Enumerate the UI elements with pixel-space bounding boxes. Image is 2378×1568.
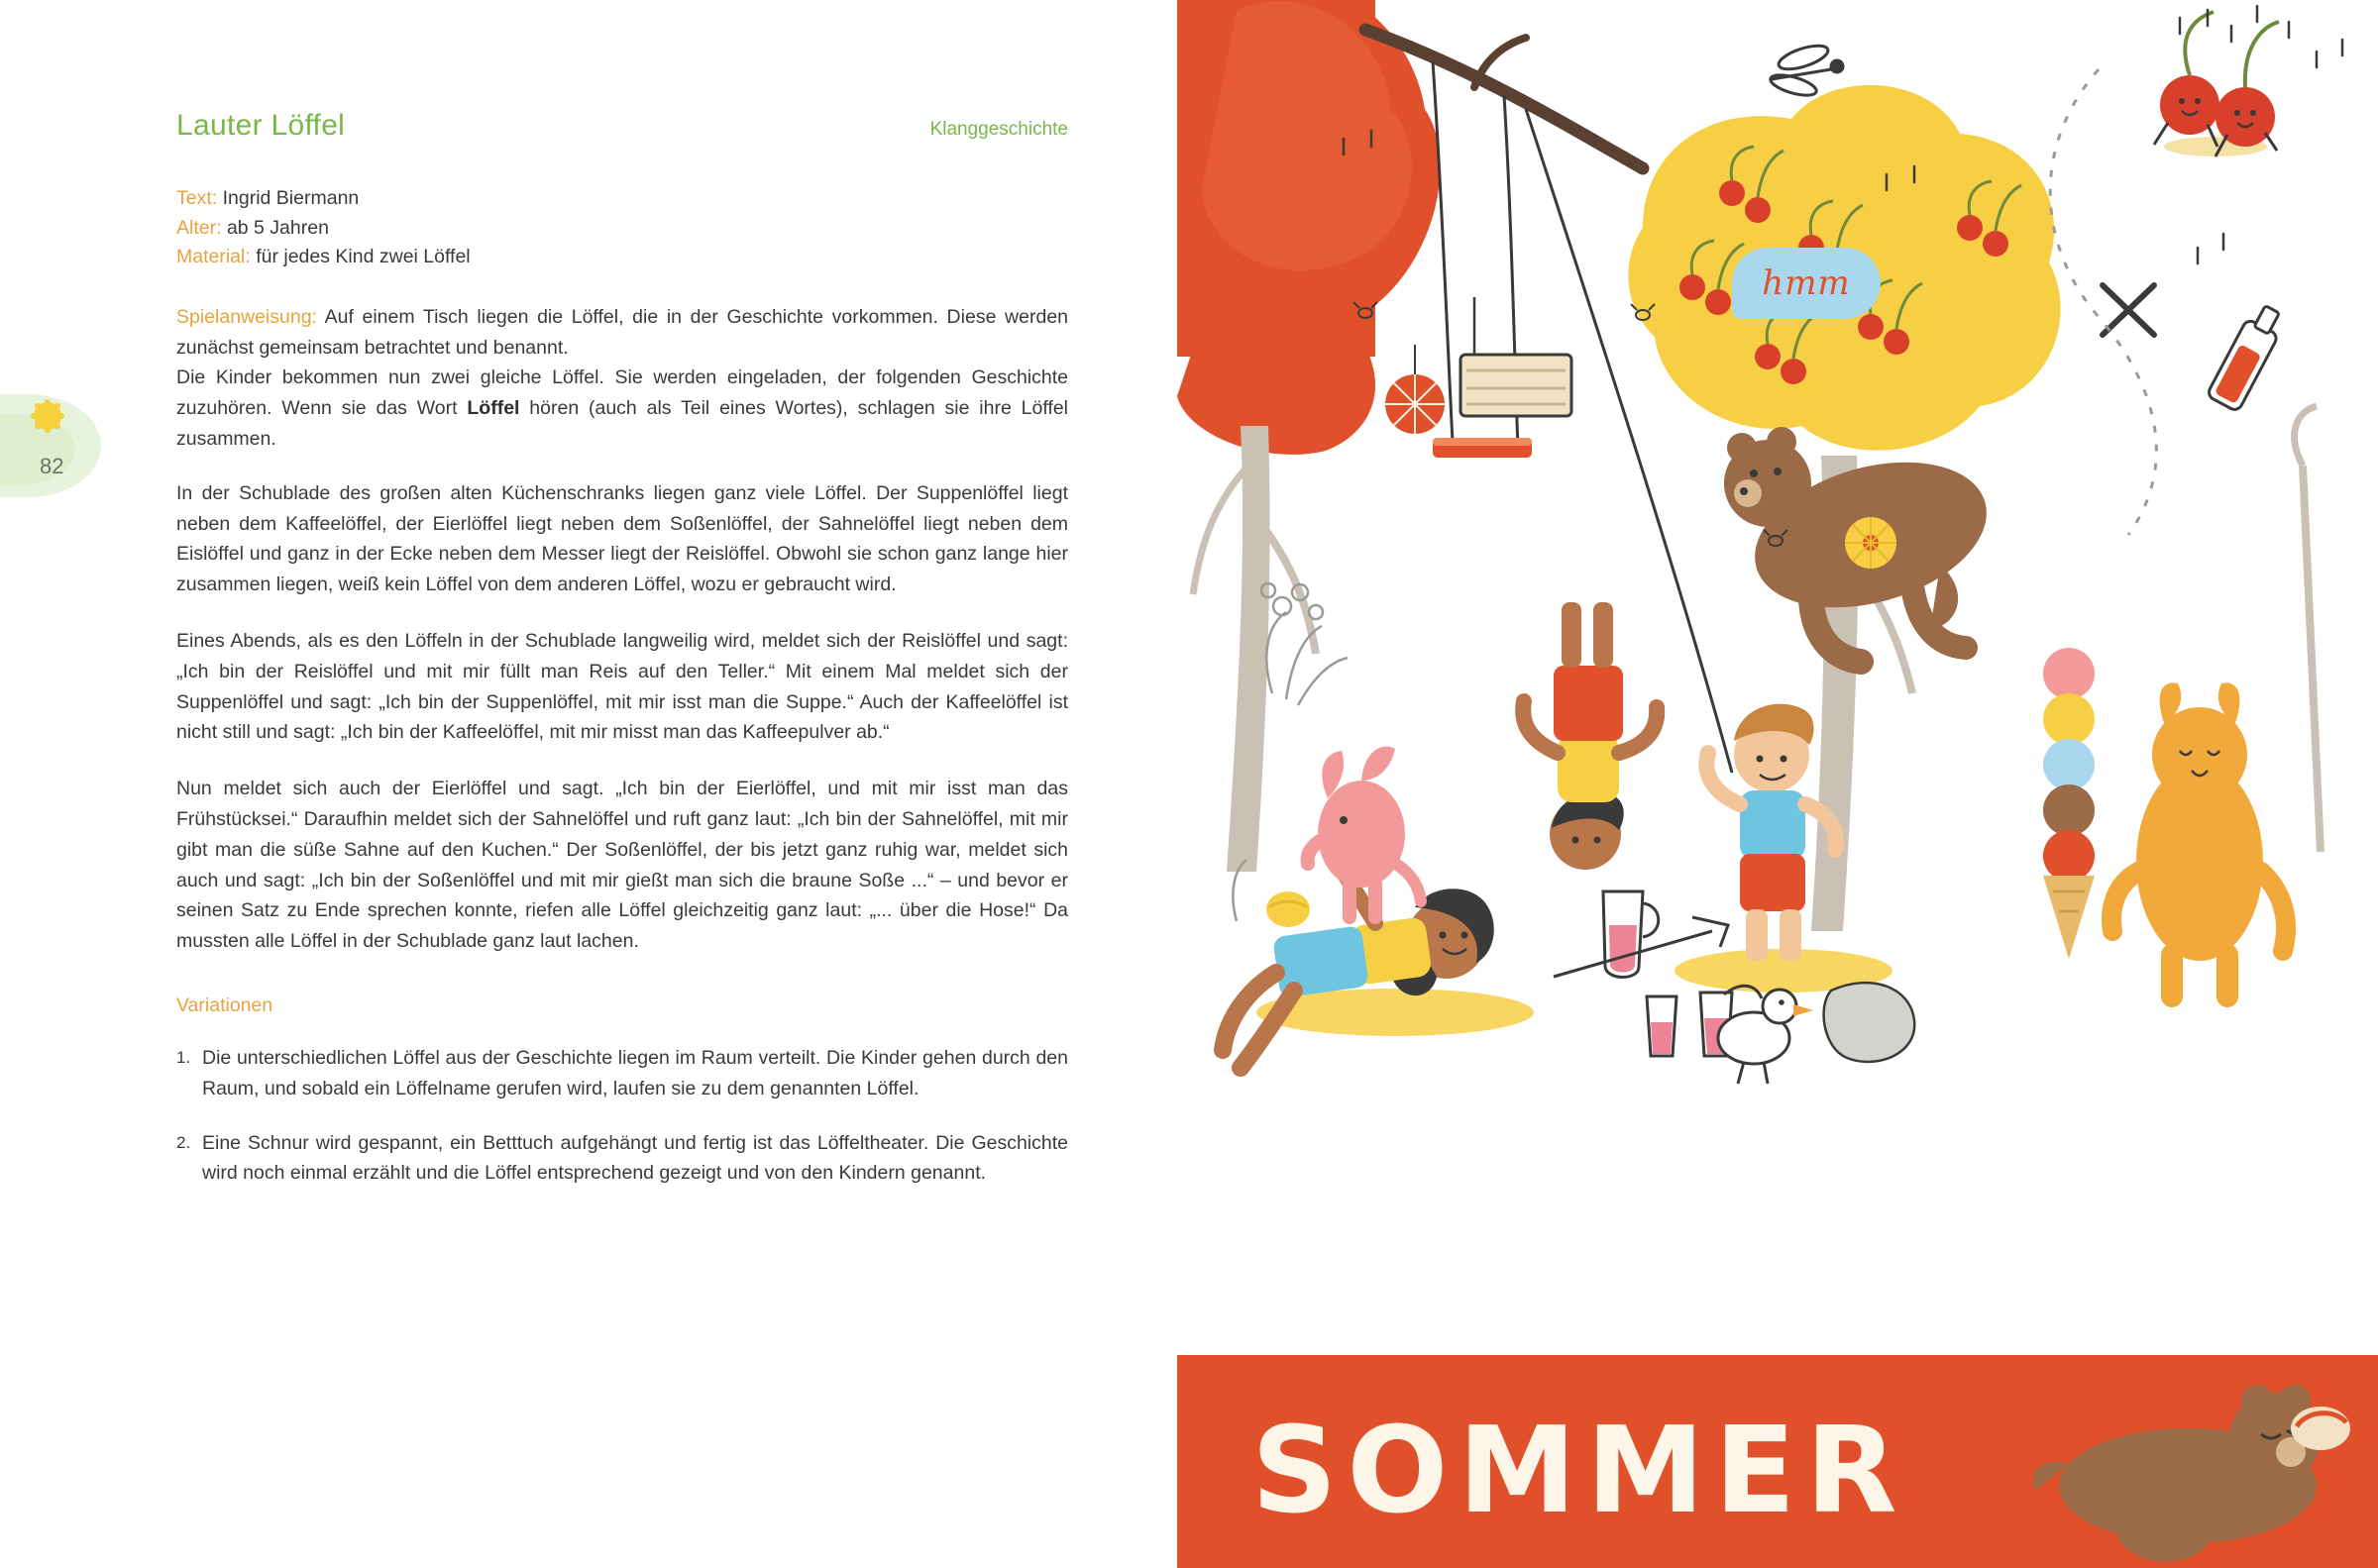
variations-heading: Variationen bbox=[176, 994, 273, 1017]
story-paragraph-1: In der Schublade des großen alten Küchenschranks liegen ganz viele Löffel. Der Suppenlöffel liegt neben dem Kaffeelöffel, der Eierlöffel liegt neben dem Soßenlöffel, der Sahnelöffel liegt neben dem Eislöffel und ganz in der Ecke neben dem Messer liegt der Reislöffel. Obwohl sie schon ganz lange hier zusammen liegen, weiß kein Löffel von dem anderen Löffel, wozu er gebraucht wird. bbox=[176, 481, 1068, 596]
meta-label-age: Alter: bbox=[176, 216, 222, 239]
text-column bbox=[176, 109, 1068, 1212]
instructions-keyword: Löffel bbox=[467, 397, 520, 420]
stone-icon bbox=[1824, 983, 1915, 1062]
yellow-ball-icon bbox=[1266, 891, 1310, 927]
list-item-text: Die unterschiedlichen Löffel aus der Geschichte liegen im Raum verteilt. Die Kinder gehen durch den Raum, und sobald ein Löffelname gerufen wird, laufen sie zu dem genannten Löffel. bbox=[202, 1047, 1068, 1099]
list-item-number: 1. bbox=[176, 1048, 191, 1068]
list-item bbox=[176, 1043, 1068, 1104]
instructions-label: Spielanweisung: bbox=[176, 305, 318, 328]
left-text-page bbox=[0, 0, 1177, 1568]
instructions-paragraph bbox=[176, 302, 1068, 455]
right-illustration-page bbox=[1177, 0, 2378, 1568]
instructions-text2-pre: Die Kinder bekommen nun zwei gleiche Löffel. Sie werden eingeladen, der folgenden Geschichte zuzuhören. Wenn sie das Wort bbox=[176, 366, 1068, 420]
page-title: Lauter Löffel bbox=[176, 109, 346, 142]
meta-row-age bbox=[176, 214, 1068, 244]
meta-value-material: für jedes Kind zwei Löffel bbox=[256, 246, 471, 268]
sun-icon bbox=[34, 402, 61, 430]
summer-illustration bbox=[1177, 0, 2378, 1568]
variations-list bbox=[176, 1043, 1068, 1189]
meta-value-age: ab 5 Jahren bbox=[226, 216, 329, 239]
meta-row-material bbox=[176, 243, 1068, 272]
speech-bubble-text: hmm bbox=[1762, 263, 1851, 303]
meta-value-text: Ingrid Biermann bbox=[222, 187, 360, 209]
instructions-text2-post: hören (auch als Teil eines Wortes), schlagen sie ihre Löffel zusammen. bbox=[176, 397, 1068, 451]
list-item-text: Eine Schnur wird gespannt, ein Betttuch aufgehängt und fertig ist das Löffeltheater. Die Geschichte wird noch einmal erzählt und die Löffel entsprechend gezeigt und von den Kindern genannt. bbox=[202, 1131, 1068, 1185]
meta-label-material: Material: bbox=[176, 246, 251, 268]
instructions-text: Auf einem Tisch liegen die Löffel, die in der Geschichte vorkommen. Diese werden zunächst gemeinsam betrachtet und benannt. bbox=[176, 305, 1069, 359]
meta-block bbox=[176, 184, 1068, 272]
title-row bbox=[176, 109, 1068, 143]
list-item bbox=[176, 1128, 1068, 1190]
meta-label-text: Text: bbox=[176, 187, 218, 209]
flower-icon bbox=[1845, 517, 1896, 569]
season-title: SOMMER bbox=[1251, 1403, 1907, 1540]
category-label: Klanggeschichte bbox=[929, 119, 1068, 140]
page-number-decoration bbox=[0, 376, 129, 525]
speech-bubble bbox=[1732, 248, 1881, 319]
page-number: 82 bbox=[40, 454, 64, 478]
meta-row-text bbox=[176, 184, 1068, 214]
story-paragraph-2: Eines Abends, als es den Löffeln in der Schublade langweilig wird, meldet sich der Reislöffel und sagt: „Ich bin der Reislöffel und mit mir füllt man Reis auf den Teller.“ Mit einem Mal meldet sich der Suppenlöffel und sagt: „Ich bin der Suppenlöffel, mit mir isst man die Suppe.“ Auch der Kaffeelöffel ist nicht still und sagt: „Ich bin der Kaffeelöffel, mit mir misst man das Kaffeepulver ab.“ bbox=[176, 630, 1068, 744]
story-paragraph-3: Nun meldet sich auch der Eierlöffel und sagt. „Ich bin der Eierlöffel, und mit mir isst man das Frühstücksei.“ Daraufhin meldet sich der Sahnelöffel und ruft ganz laut: „Ich bin der Sahnelöffel, mit mir gibt man die süße Sahne auf den Kuchen.“ Der Soßenlöffel, der bis jetzt ganz ruhig war, meldet sich auch und sagt: „Ich bin der Soßenlöffel und mit mir gießt man sich die braune Soße ...“ – und bevor er seinen Satz zu Ende sprechen konnte, riefen alle Löffel gleichzeitig ganz laut: „... über die Hose!“ Da mussten alle Löffel in der Schublade ganz laut lachen. bbox=[176, 778, 1068, 953]
list-item-number: 2. bbox=[176, 1132, 191, 1152]
